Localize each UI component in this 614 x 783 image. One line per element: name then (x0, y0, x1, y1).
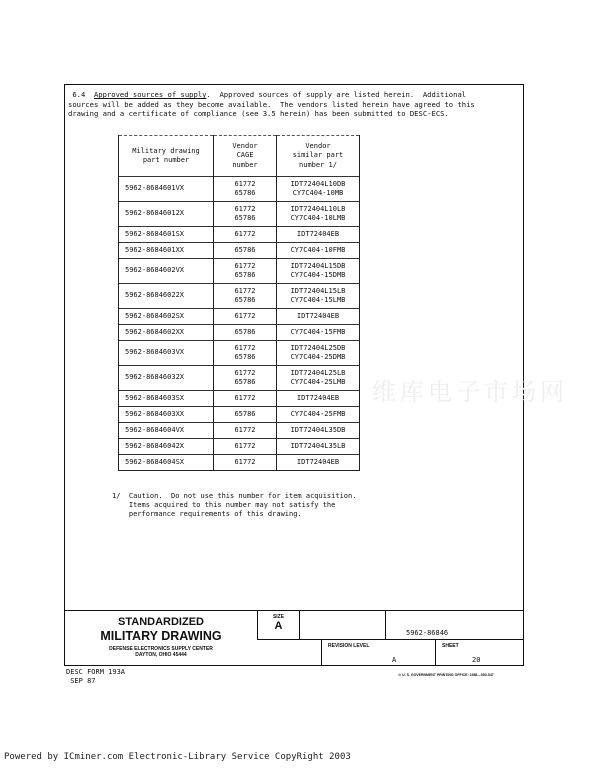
vendor-part-cell (277, 455, 360, 471)
table-row (119, 455, 360, 471)
cage-number: 65786 (234, 189, 256, 197)
column-header (214, 136, 277, 177)
part-number-cell: 5962-8684601XX (119, 243, 214, 259)
cage-number: 61772 (234, 425, 256, 434)
vendor-part-number: IDT72404EB (296, 229, 340, 238)
cage-number: 65786 (234, 327, 256, 336)
part-number-cell: 5962-8684602VX (119, 259, 214, 284)
vendor-part-number: CY7C404-15FMB (290, 327, 346, 336)
table-row (119, 243, 360, 259)
cage-number: 65786 (234, 214, 256, 222)
cage-number: 61772 (234, 311, 256, 320)
size-label: SIZE (272, 614, 285, 620)
part-number-cell: 5962-86846032X (119, 366, 214, 391)
vendor-part-cell (277, 439, 360, 455)
column-header-label: Vendor similar part number 1/ (292, 141, 344, 169)
vendor-part-cell (277, 407, 360, 423)
vendor-part-cell (277, 177, 360, 202)
table-row (119, 423, 360, 439)
cage-cell (214, 325, 277, 341)
part-number-cell: 5962-8684604SX (119, 455, 214, 471)
vendor-part-cell (277, 366, 360, 391)
cage-cell (214, 259, 277, 284)
vendor-part-number: IDT72404L10DB (290, 179, 346, 188)
cage-cell (214, 407, 277, 423)
vendor-part-number: IDT72404L25DB (290, 343, 346, 352)
para-line3: drawing and a certificate of compliance (see 3.5 herein) has been submitted to DESC-ECS. (68, 109, 449, 118)
cage-number: 61772 (234, 179, 256, 188)
column-header (119, 136, 214, 177)
gpo-imprint: ☆ U. S. GOVERNMENT PRINTING OFFICE: 1988—550-547 (398, 673, 494, 677)
vendor-part-number: IDT72404L35LB (290, 441, 346, 450)
column-header-label: Military drawing part number (132, 146, 200, 164)
section-6-4-paragraph (68, 90, 518, 119)
approved-sources-table (118, 135, 360, 471)
vendor-part-number: CY7C404-10MB (292, 189, 344, 197)
vendor-part-number: CY7C404-15DMB (290, 271, 346, 279)
cage-cell (214, 309, 277, 325)
part-number-cell: 5962-8684601VX (119, 177, 214, 202)
part-number-cell: 5962-8684603XX (119, 407, 214, 423)
cage-number: 61772 (234, 286, 256, 295)
vendor-part-cell (277, 309, 360, 325)
vendor-part-number: IDT72404EB (296, 311, 340, 320)
table-row (119, 439, 360, 455)
cage-number: 61772 (234, 393, 256, 402)
vendor-part-number: IDT72404EB (296, 457, 340, 466)
cage-cell (214, 439, 277, 455)
table-row (119, 407, 360, 423)
title-block (64, 610, 524, 666)
table-row (119, 366, 360, 391)
vendor-part-number: IDT72404L15LB (290, 286, 346, 295)
size-value: A (274, 620, 283, 632)
vendor-part-cell (277, 202, 360, 227)
watermark: 维库电子市场网 (372, 378, 568, 406)
vendor-part-cell (277, 325, 360, 341)
drawing-number: 5962-86846 (406, 629, 449, 637)
agency-address: DAYTON, OHIO 45444 (135, 652, 187, 658)
part-number-cell: 5962-8684603SX (119, 391, 214, 407)
table-header-row (119, 136, 360, 177)
part-number-cell: 5962-86846042X (119, 439, 214, 455)
table-row (119, 325, 360, 341)
table-row (119, 341, 360, 366)
cage-number: 65786 (234, 353, 256, 361)
section-number: 6.4 (72, 90, 86, 99)
vendor-part-cell (277, 341, 360, 366)
part-number-cell: 5962-8684604VX (119, 423, 214, 439)
cage-number: 61772 (234, 204, 256, 213)
sheet-value: 20 (472, 656, 481, 664)
cage-number: 65786 (234, 409, 256, 418)
part-number-cell: 5962-8684603VX (119, 341, 214, 366)
vendor-part-cell (277, 391, 360, 407)
sheet-label: SHEET (442, 643, 459, 649)
title-standardized: STANDARDIZED (118, 616, 204, 628)
part-number-cell: 5962-8684602SX (119, 309, 214, 325)
vendor-part-number: IDT72404L25LB (290, 368, 346, 377)
vendor-part-cell (277, 284, 360, 309)
para-line1: . Approved sources of supply are listed herein. Additional (206, 90, 467, 99)
table-row (119, 309, 360, 325)
table-row (119, 259, 360, 284)
column-header-label: Vendor CAGE number (232, 141, 258, 169)
cage-number: 61772 (234, 368, 256, 377)
vendor-part-number: CY7C404-25FMB (290, 409, 346, 418)
table-row (119, 391, 360, 407)
cage-cell (214, 423, 277, 439)
cage-number: 61772 (234, 343, 256, 352)
cage-cell (214, 366, 277, 391)
table-row (119, 227, 360, 243)
part-number-cell: 5962-86846022X (119, 284, 214, 309)
cage-cell (214, 177, 277, 202)
table-row (119, 177, 360, 202)
vendor-part-number: CY7C404-25LMB (290, 378, 346, 386)
vendor-part-number: CY7C404-10FMB (290, 245, 346, 254)
vendor-part-number: CY7C404-25DMB (290, 353, 346, 361)
form-id: DESC FORM 193A SEP 87 (66, 668, 126, 685)
cage-number: 65786 (234, 378, 256, 386)
para-line2: sources will be added as they become available. The vendors listed herein have agreed to this (68, 99, 475, 109)
revision-label: REVISION LEVEL (328, 643, 370, 649)
footer-copyright: Powered by ICminer.com Electronic-Library Service CopyRight 2003 (4, 752, 351, 762)
table-row (119, 202, 360, 227)
cage-cell (214, 391, 277, 407)
section-heading: Approved sources of supply (93, 90, 207, 99)
agency-name: DEFENSE ELECTRONICS SUPPLY CENTER (109, 646, 213, 652)
footnote-caution: 1/ Caution. Do not use this number for item acquisition. Items acquired to this number may not satisfy the performance requirements of this drawing. (112, 492, 357, 518)
vendor-part-number: CY7C404-10LMB (290, 214, 346, 222)
title-military-drawing: MILITARY DRAWING (100, 629, 222, 643)
cage-number: 61772 (234, 457, 256, 466)
vendor-part-cell (277, 227, 360, 243)
part-number-cell: 5962-86846012X (119, 202, 214, 227)
table-row (119, 284, 360, 309)
vendor-part-number: IDT72404L35DB (290, 425, 346, 434)
cage-cell (214, 243, 277, 259)
cage-number: 65786 (234, 245, 256, 254)
cage-cell (214, 202, 277, 227)
vendor-part-cell (277, 259, 360, 284)
vendor-part-number: IDT72404L10LB (290, 204, 346, 213)
cage-number: 61772 (234, 229, 256, 238)
vendor-part-number: IDT72404L15DB (290, 261, 346, 270)
cage-number: 65786 (234, 296, 256, 304)
cage-cell (214, 341, 277, 366)
cage-cell (214, 227, 277, 243)
part-number-cell: 5962-8684602XX (119, 325, 214, 341)
part-number-cell: 5962-8684601SX (119, 227, 214, 243)
cage-cell (214, 455, 277, 471)
vendor-part-cell (277, 423, 360, 439)
column-header (277, 136, 360, 177)
vendor-part-number: CY7C404-15LMB (290, 296, 346, 304)
cage-number: 65786 (234, 271, 256, 279)
vendor-part-cell (277, 243, 360, 259)
revision-value: A (392, 656, 397, 664)
cage-number: 61772 (234, 261, 256, 270)
cage-cell (214, 284, 277, 309)
vendor-part-number: IDT72404EB (296, 393, 340, 402)
cage-number: 61772 (234, 441, 256, 450)
